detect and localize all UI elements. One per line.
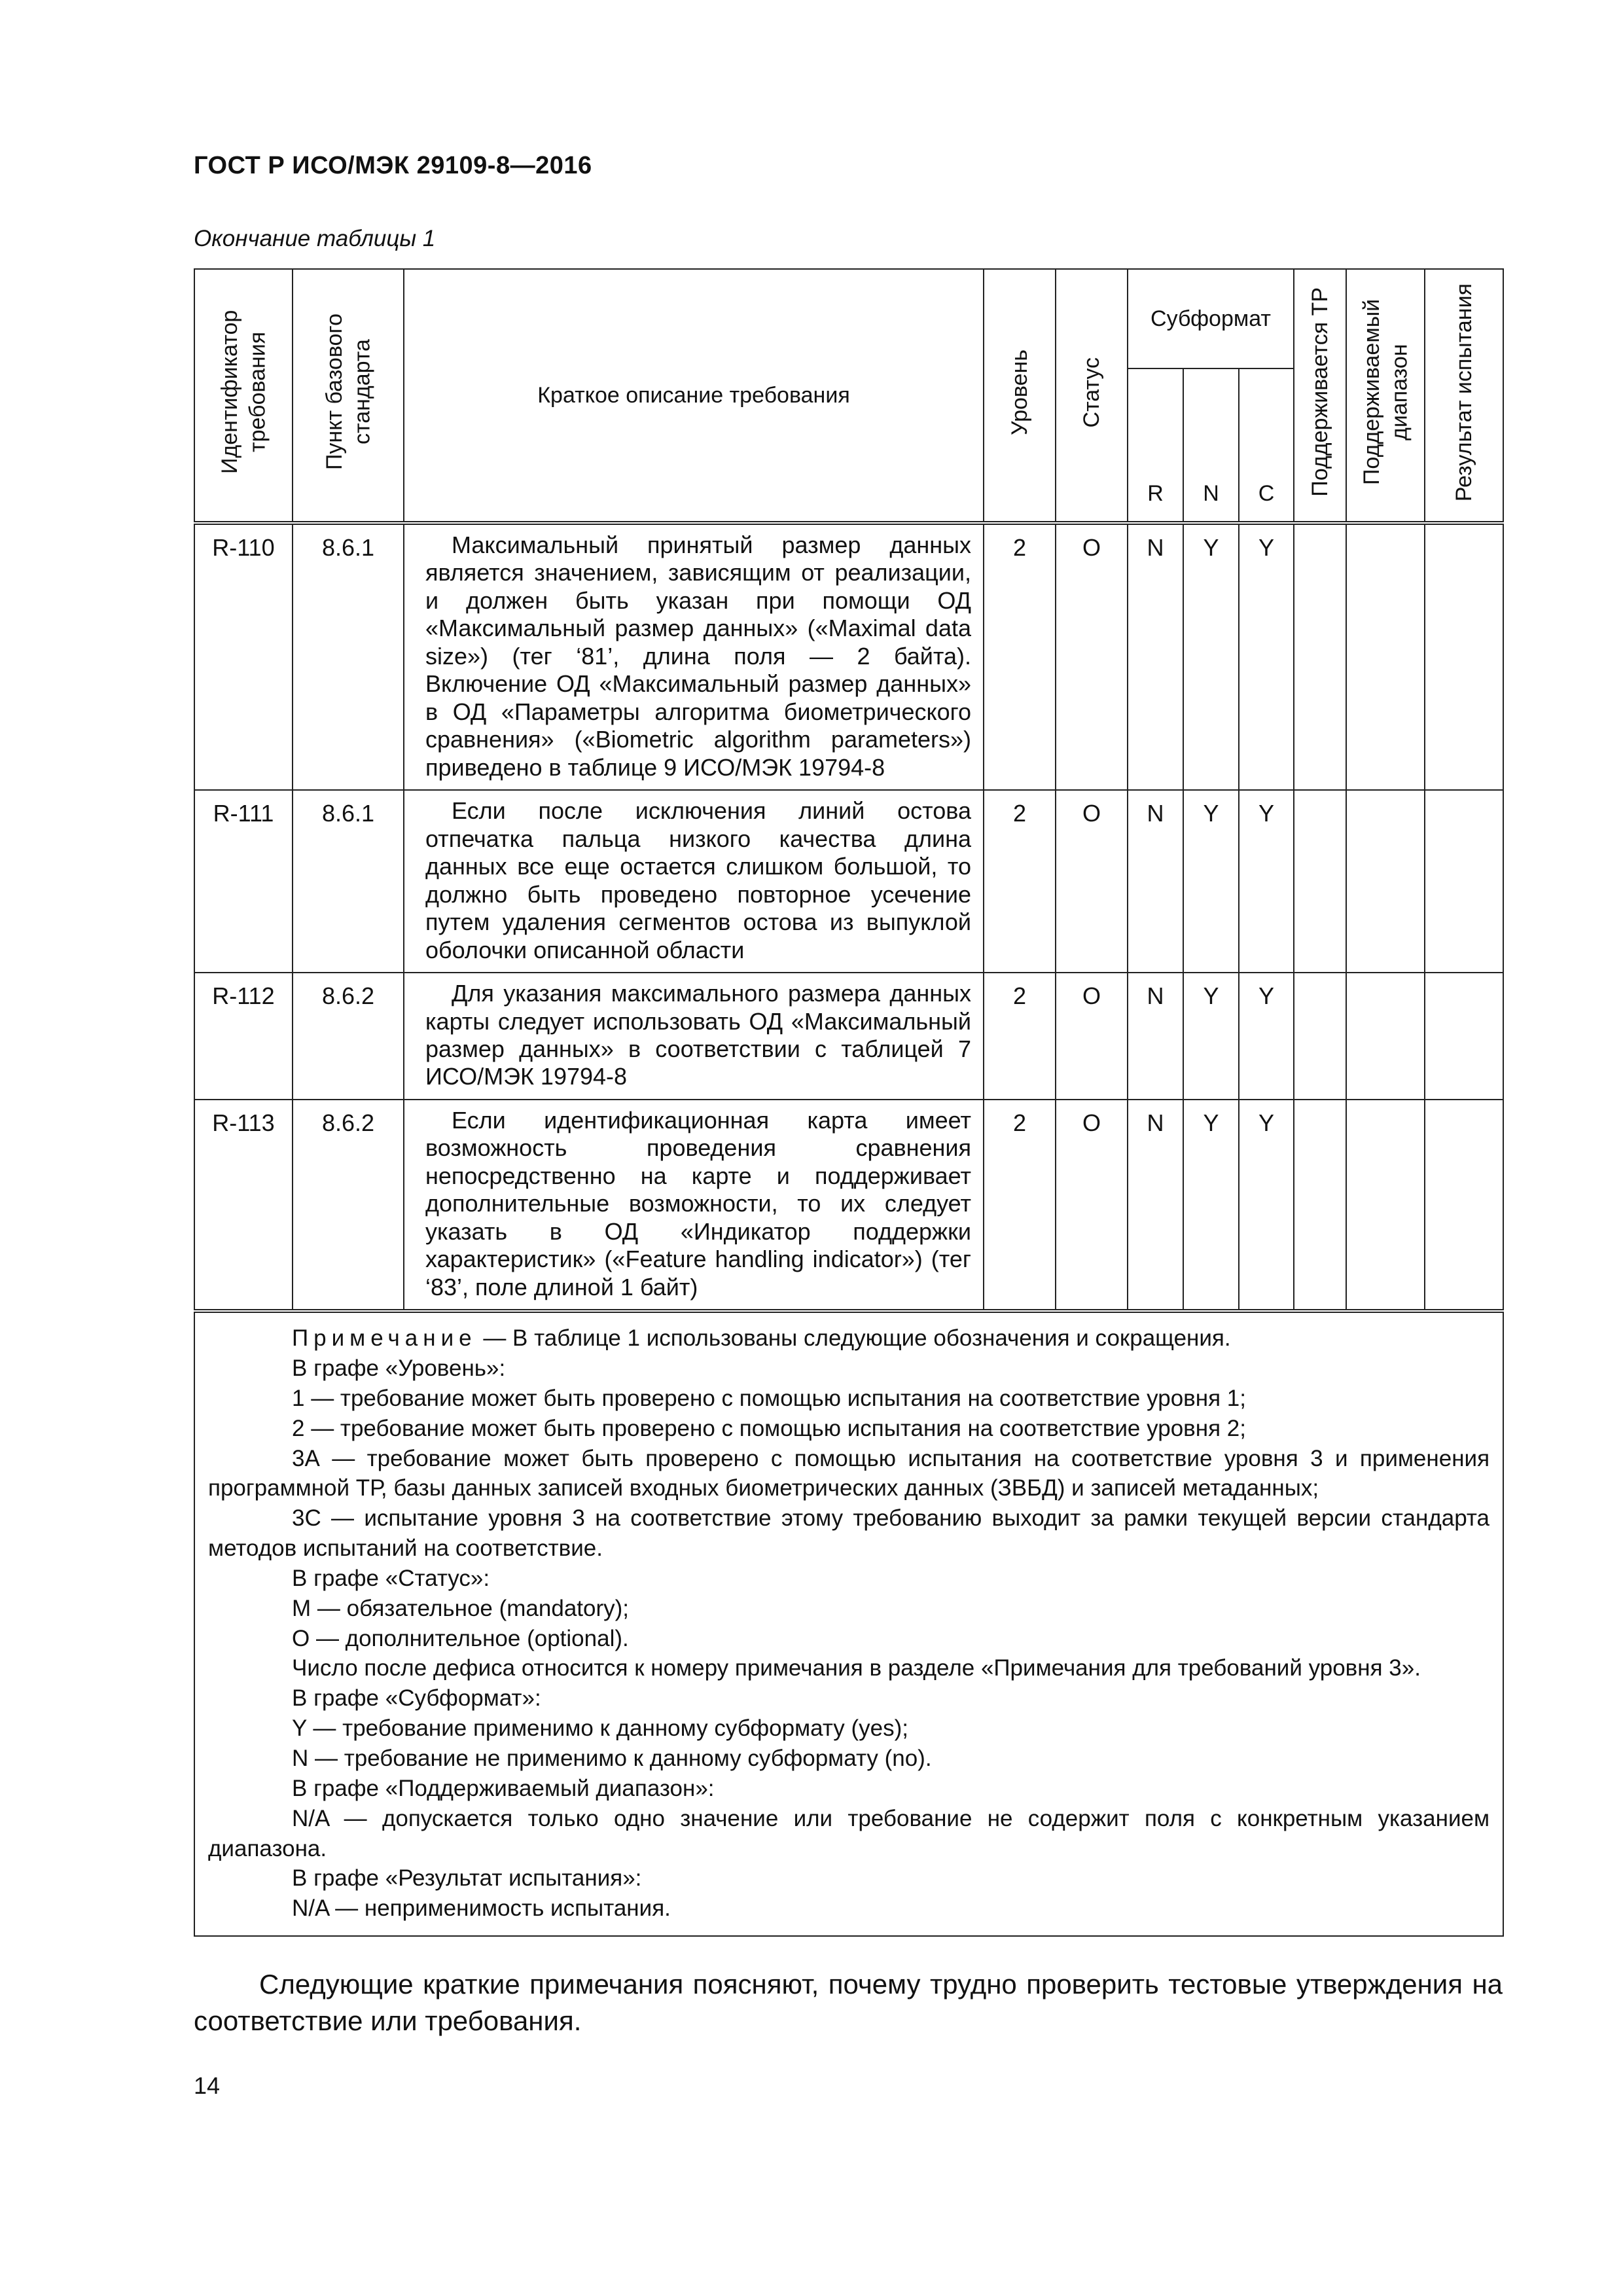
note-line: Y — требование применимо к данному субформату (yes); bbox=[292, 1715, 909, 1742]
base-clause: 8.6.1 bbox=[293, 790, 404, 973]
col-header-level: Уровень bbox=[984, 269, 1056, 523]
subformat-c-value: Y bbox=[1239, 790, 1294, 973]
requirements-table bbox=[194, 268, 1504, 1937]
requirement-id: R-112 bbox=[194, 973, 293, 1100]
note-line: М — обязательное (mandatory); bbox=[292, 1595, 630, 1621]
level-value: 2 bbox=[984, 973, 1056, 1100]
level-value: 2 bbox=[984, 790, 1056, 973]
col-header-sub-c: C bbox=[1239, 368, 1294, 523]
col-header-supported-range: Поддерживаемый диапазон bbox=[1346, 269, 1425, 523]
note-line: N/A — неприменимость испытания. bbox=[292, 1895, 671, 1922]
table-note-row bbox=[194, 1311, 1503, 1936]
requirement-description: Максимальный принятый размер данных является значением, зависящим от реализации, и должен быть указан при помощи ОД «Максимальный размер данных» («Maximal data size») (тег ‘81’, длина поля — 2 байта). Включение ОД «Максимальный размер данных» в ОД «Параметры алгоритма биометрического сравнения» («Biometric algorithm parameters») приведено в таблице 9 ИСО/МЭК 19794-8 bbox=[404, 523, 984, 790]
table-note bbox=[194, 1311, 1503, 1936]
note-line: 1 — требование может быть проверено с помощью испытания на соответствие уровня 1; bbox=[292, 1385, 1246, 1411]
note-line: В графе «Результат испытания»: bbox=[292, 1865, 642, 1892]
requirement-description: Если идентификационная карта имеет возможность проведения сравнения непосредственно на карте и поддерживает дополнительные возможности, то их следует указать в ОД «Индикатор поддержки характеристик» («Feature handling indicator») (тег ‘83’, поле длиной 1 байт) bbox=[404, 1100, 984, 1311]
test-result-value bbox=[1425, 1100, 1503, 1311]
col-header-test-result: Результат испытания bbox=[1425, 269, 1503, 523]
supported-range-value bbox=[1346, 973, 1425, 1100]
subformat-r-value: N bbox=[1128, 790, 1183, 973]
col-header-sub-r: R bbox=[1128, 368, 1183, 523]
base-clause: 8.6.1 bbox=[293, 523, 404, 790]
table-caption: Окончание таблицы 1 bbox=[194, 226, 436, 251]
supported-tp-value bbox=[1294, 790, 1346, 973]
note-line: 3А — требование может быть проверено с помощью испытания на соответствие уровня 3 и применения программной ТР, базы данных записей входных биометрических данных (ЗВБД) и записей метаданных; bbox=[208, 1445, 1490, 1501]
col-header-identifier: Идентификатор требования bbox=[194, 269, 293, 523]
note-intro: Примечание — В таблице 1 использованы следующие обозначения и сокращения. bbox=[292, 1325, 1231, 1352]
note-line: 3С — испытание уровня 3 на соответствие этому требованию выходит за рамки текущей версии стандарта методов испытаний на соответствие. bbox=[208, 1505, 1490, 1562]
base-clause: 8.6.2 bbox=[293, 1100, 404, 1311]
note-line: В графе «Уровень»: bbox=[292, 1355, 506, 1382]
requirement-description: Если после исключения линий остова отпечатка пальца низкого качества длина данных все еще остается слишком большой, то должно быть проведено повторное усечение путем удаления сегментов остова из выпуклой оболочки описанной области bbox=[404, 790, 984, 973]
supported-range-value bbox=[1346, 1100, 1425, 1311]
requirement-id: R-113 bbox=[194, 1100, 293, 1311]
subformat-r-value: N bbox=[1128, 973, 1183, 1100]
status-value: O bbox=[1056, 973, 1128, 1100]
col-header-description: Краткое описание требования bbox=[404, 269, 984, 523]
subformat-n-value: Y bbox=[1183, 1100, 1239, 1311]
note-line: В графе «Поддерживаемый диапазон»: bbox=[292, 1775, 715, 1801]
table-row bbox=[194, 523, 1503, 790]
document-header: ГОСТ Р ИСО/МЭК 29109-8—2016 bbox=[194, 152, 592, 179]
status-value: O bbox=[1056, 790, 1128, 973]
col-header-subformat: Субформат bbox=[1128, 269, 1294, 368]
subformat-r-value: N bbox=[1128, 523, 1183, 790]
col-header-sub-n: N bbox=[1183, 368, 1239, 523]
table-row bbox=[194, 973, 1503, 1100]
status-value: O bbox=[1056, 523, 1128, 790]
note-line: Число после дефиса относится к номеру примечания в разделе «Примечания для требований уровня 3». bbox=[292, 1655, 1421, 1681]
subformat-r-value: N bbox=[1128, 1100, 1183, 1311]
requirement-id: R-111 bbox=[194, 790, 293, 973]
status-value: O bbox=[1056, 1100, 1128, 1311]
test-result-value bbox=[1425, 790, 1503, 973]
col-header-supported-tp: Поддерживается ТР bbox=[1294, 269, 1346, 523]
subformat-n-value: Y bbox=[1183, 973, 1239, 1100]
note-line: О — дополнительное (optional). bbox=[292, 1625, 629, 1651]
supported-tp-value bbox=[1294, 523, 1346, 790]
note-line: В графе «Статус»: bbox=[292, 1565, 490, 1591]
test-result-value bbox=[1425, 973, 1503, 1100]
note-line: 2 — требование может быть проверено с помощью испытания на соответствие уровня 2; bbox=[292, 1415, 1246, 1441]
table-row bbox=[194, 790, 1503, 973]
body-paragraph: Следующие краткие примечания поясняют, почему трудно проверить тестовые утверждения на соответствие или требования. bbox=[194, 1969, 1503, 2036]
test-result-value bbox=[1425, 523, 1503, 790]
note-line: В графе «Субформат»: bbox=[292, 1685, 541, 1712]
level-value: 2 bbox=[984, 523, 1056, 790]
supported-range-value bbox=[1346, 790, 1425, 973]
subformat-n-value: Y bbox=[1183, 790, 1239, 973]
requirement-id: R-110 bbox=[194, 523, 293, 790]
supported-tp-value bbox=[1294, 1100, 1346, 1311]
table-row bbox=[194, 1100, 1503, 1311]
col-header-status: Статус bbox=[1056, 269, 1128, 523]
subformat-c-value: Y bbox=[1239, 1100, 1294, 1311]
base-clause: 8.6.2 bbox=[293, 973, 404, 1100]
subformat-c-value: Y bbox=[1239, 973, 1294, 1100]
requirement-description: Для указания максимального размера данных карты следует использовать ОД «Максимальный размер данных» в соответствии с таблицей 7 ИСО/МЭК 19794-8 bbox=[404, 973, 984, 1100]
col-header-base-clause: Пункт базового стандарта bbox=[293, 269, 404, 523]
note-line: N — требование не применимо к данному субформату (no). bbox=[292, 1746, 932, 1771]
supported-range-value bbox=[1346, 523, 1425, 790]
supported-tp-value bbox=[1294, 973, 1346, 1100]
level-value: 2 bbox=[984, 1100, 1056, 1311]
note-label: Примечание bbox=[292, 1325, 477, 1352]
note-line: N/A — допускается только одно значение или требование не содержит поля с конкретным указанием диапазона. bbox=[208, 1805, 1490, 1861]
page-number: 14 bbox=[194, 2072, 221, 2099]
subformat-n-value: Y bbox=[1183, 523, 1239, 790]
subformat-c-value: Y bbox=[1239, 523, 1294, 790]
